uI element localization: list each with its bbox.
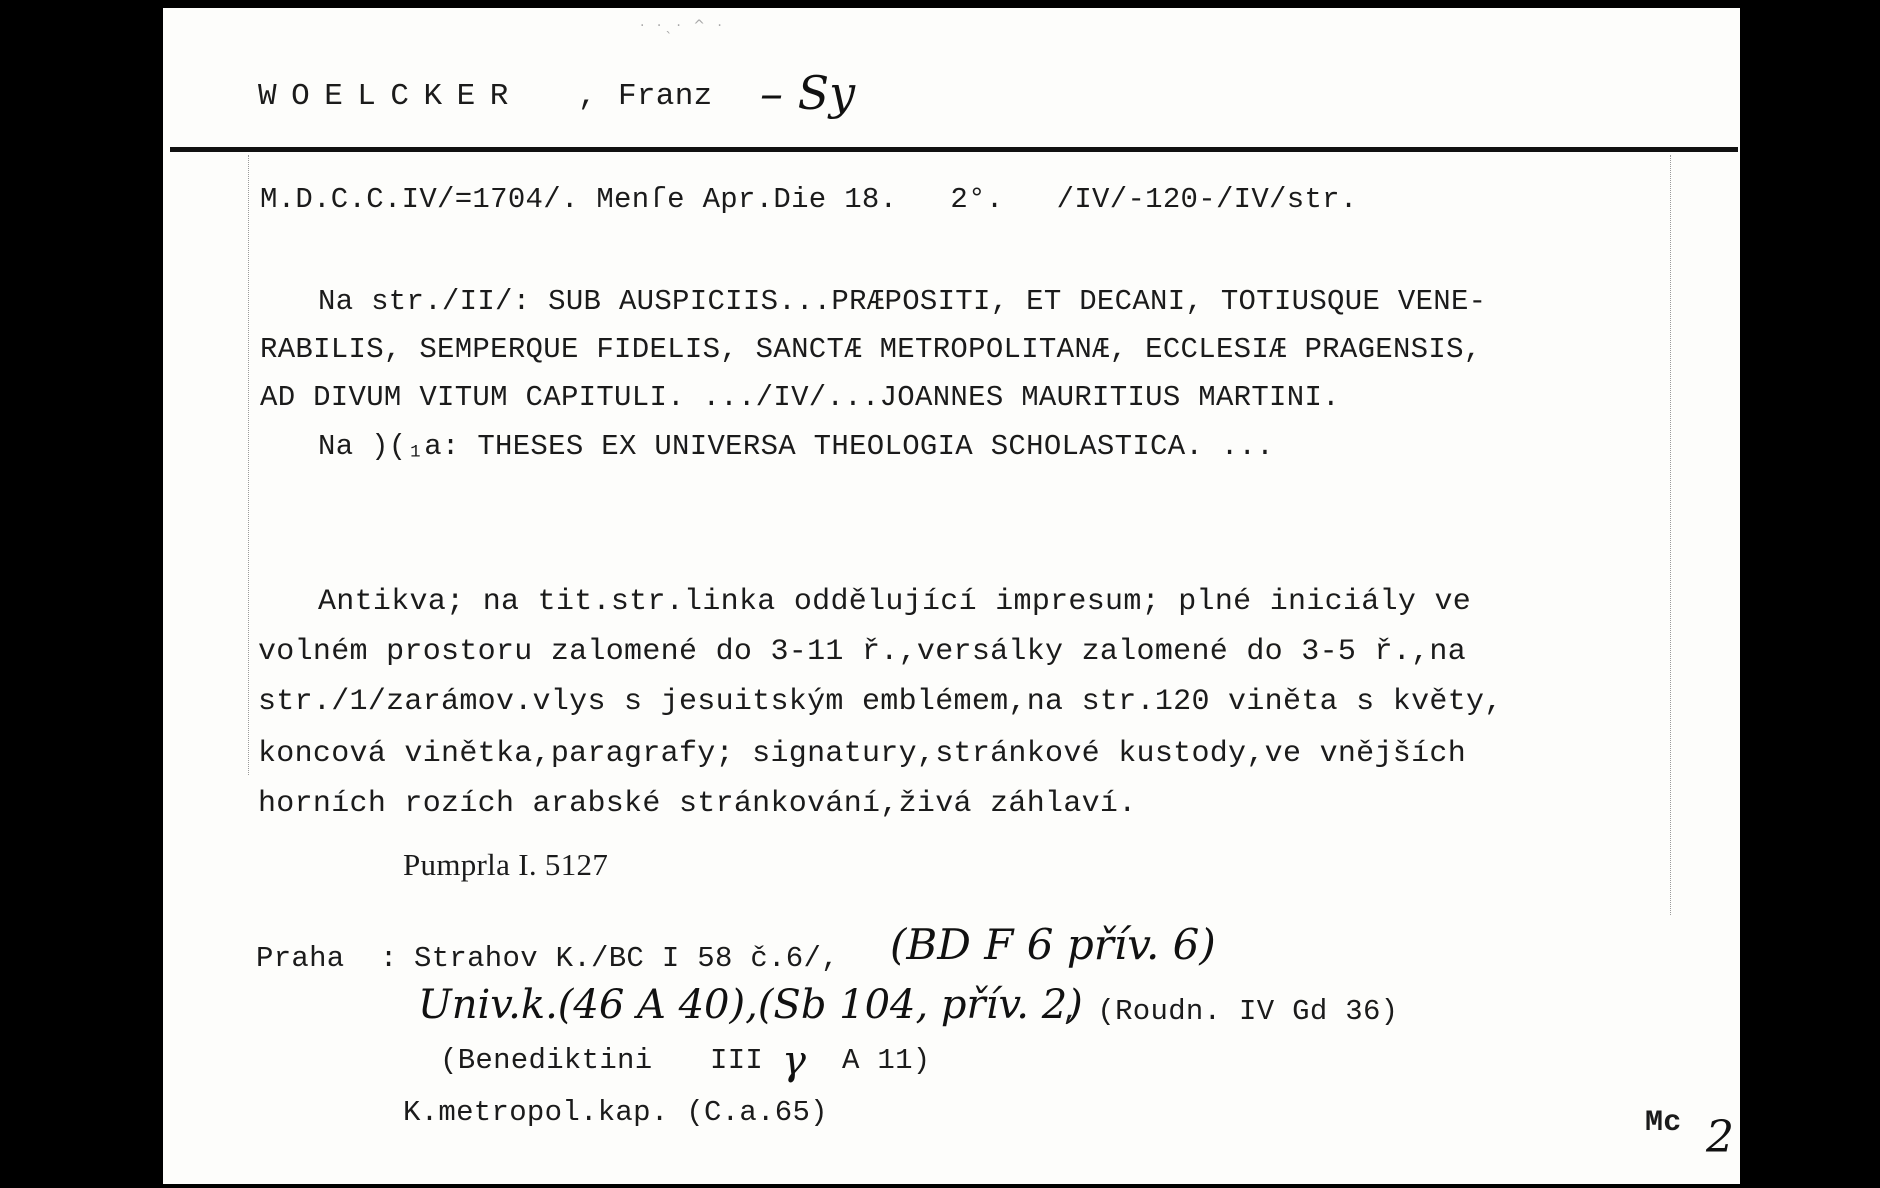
author-separator: , <box>578 79 597 114</box>
holdings-label: Praha : <box>256 942 398 975</box>
holding-roudnice: , (Roudn. IV Gd 36) <box>1062 995 1399 1028</box>
imprint-line: M.D.C.C.IV/=1704/. Menſe Apr.Die 18. 2°. /IV/-120-/IV/str. <box>260 183 1358 216</box>
holding-strahov-handwritten: (BD F 6 přív. 6) <box>890 920 1216 969</box>
author-surname: WOELCKER <box>258 79 523 114</box>
header-rule <box>170 147 1738 152</box>
description-line-4: koncová vinětka,paragrafy; signatury,stránkové kustody,ve vnějších <box>258 737 1466 771</box>
holding-strahov: Strahov K./BC I 58 č.6/, <box>414 942 839 975</box>
description-line-2: volném prostoru zalomené do 3-11 ř.,versálky zalomené do 3-5 ř.,na <box>258 635 1466 669</box>
transcription-line-4: Na )(₁a: THESES EX UNIVERSA THEOLOGIA SCHOLASTICA. ... <box>318 430 1274 463</box>
holding-metropol: K.metropol.kap. (C.a.65) <box>403 1096 828 1129</box>
description-line-3: str./1/zarámov.vlys s jesuitským emblémem,na str.120 viněta s květy, <box>258 685 1503 719</box>
corner-number: 2 <box>1706 1112 1734 1163</box>
transcription-line-2: RABILIS, SEMPERQUE FIDELIS, SANCTÆ METROPOLITANÆ, ECCLESIÆ PRAGENSIS, <box>260 333 1482 366</box>
transcription-line-1: Na str./II/: SUB AUSPICIIS...PRÆPOSITI, ET DECANI, TOTIUSQUE VENE- <box>318 285 1487 318</box>
holding-benediktini-shelf: III <box>710 1044 764 1077</box>
author-given-name: Franz <box>618 79 713 114</box>
faint-stamp: · ·ˎ· ^ · <box>640 18 726 34</box>
transcription-line-3: AD DIVUM VITUM CAPITULI. .../IV/...JOANNES MAURITIUS MARTINI. <box>260 381 1340 414</box>
corner-initials: Mc <box>1645 1106 1682 1140</box>
holding-univ-handwritten: Univ.k.(46 A 40),(Sb 104, přív. 2) <box>418 982 1083 1028</box>
holding-benediktini-handwritten: γ <box>782 1038 806 1084</box>
holding-benediktini-open: (Benediktini <box>440 1044 653 1077</box>
description-line-5: horních rozích arabské stránkování,živá záhlaví. <box>258 787 1137 821</box>
description-line-1: Antikva; na tit.str.linka oddělující impresum; plné iniciály ve <box>318 585 1472 619</box>
bibliographic-reference: Pumprla I. 5127 <box>403 847 609 882</box>
holding-benediktini-close: A 11) <box>842 1044 931 1077</box>
guide-line-right <box>1670 155 1672 915</box>
handwritten-mark: – Sy <box>760 66 856 120</box>
guide-line-left <box>248 155 250 775</box>
